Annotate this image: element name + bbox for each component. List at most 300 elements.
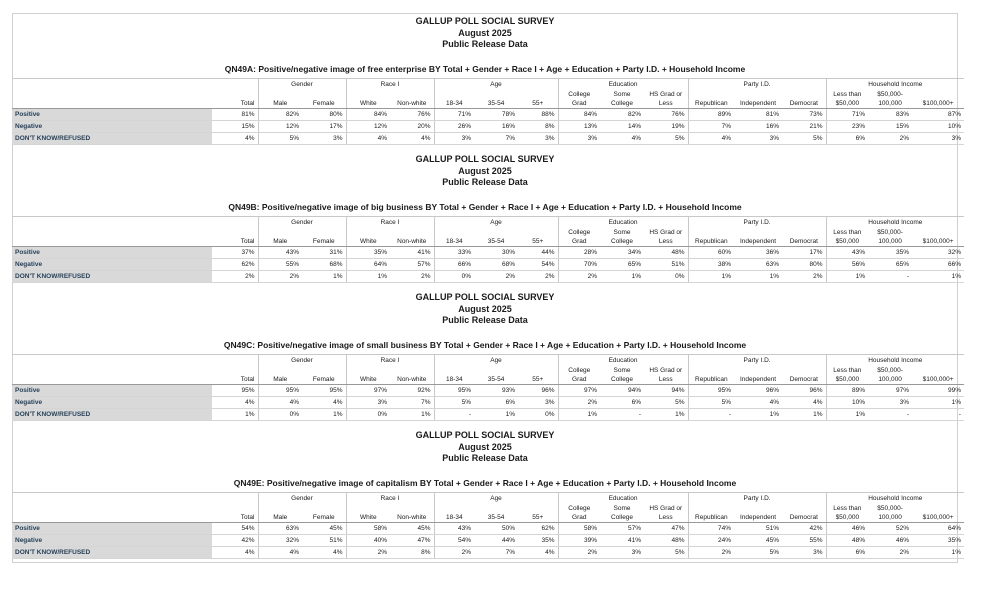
table-cell: 3% xyxy=(912,133,964,145)
crosstab-table xyxy=(12,216,964,283)
table-cell: 97% xyxy=(868,385,912,397)
column-header-top xyxy=(390,366,434,375)
column-header-top xyxy=(434,228,474,237)
column-header-top xyxy=(346,90,390,99)
table-cell: 2% xyxy=(258,271,302,283)
column-header: Female xyxy=(302,375,346,385)
column-header-top xyxy=(302,366,346,375)
table-cell: 0% xyxy=(434,271,474,283)
column-header-top: College xyxy=(558,90,600,99)
report-header-line1: GALLUP POLL SOCIAL SURVEY xyxy=(415,430,555,440)
column-header-top: College xyxy=(558,504,600,513)
table-cell: 1% xyxy=(302,271,346,283)
column-header: 35-54 xyxy=(474,99,518,109)
table-cell: 36% xyxy=(734,247,782,259)
table-cell: 2% xyxy=(434,547,474,559)
table-cell: 3% xyxy=(600,547,644,559)
column-header: Male xyxy=(258,99,302,109)
table-cell: 1% xyxy=(212,409,258,421)
column-header: 18-34 xyxy=(434,513,474,523)
table-cell: 44% xyxy=(474,535,518,547)
table-cell: 7% xyxy=(688,121,734,133)
table-cell: 84% xyxy=(346,109,390,121)
column-header: 18-34 xyxy=(434,99,474,109)
table-cell: 80% xyxy=(302,109,346,121)
column-group-header: Education xyxy=(558,79,688,91)
table-row xyxy=(12,259,964,271)
column-header: Republican xyxy=(688,99,734,109)
column-group-header: Education xyxy=(558,493,688,505)
table-row xyxy=(12,535,964,547)
table-cell: 6% xyxy=(600,397,644,409)
column-header: Total xyxy=(212,513,258,523)
column-group-header: Age xyxy=(434,355,558,367)
table-cell: 43% xyxy=(826,247,868,259)
column-header: $50,000 xyxy=(826,237,868,247)
column-header: Non-white xyxy=(390,237,434,247)
column-header: 55+ xyxy=(518,375,558,385)
table-cell: 84% xyxy=(558,109,600,121)
column-header-top xyxy=(258,228,302,237)
column-group-header: Party I.D. xyxy=(688,79,826,91)
column-header-top xyxy=(302,90,346,99)
table-cell: 15% xyxy=(868,121,912,133)
table-cell: 48% xyxy=(644,535,688,547)
table-cell: 96% xyxy=(734,385,782,397)
column-header: Democrat xyxy=(782,99,826,109)
column-header: 100,000 xyxy=(868,99,912,109)
table-cell: 5% xyxy=(688,397,734,409)
column-header: 100,000 xyxy=(868,237,912,247)
column-header: $100,000+ xyxy=(912,237,964,247)
table-cell: 57% xyxy=(600,523,644,535)
table-cell: 1% xyxy=(558,409,600,421)
table-cell: 94% xyxy=(644,385,688,397)
column-header: Non-white xyxy=(390,513,434,523)
table-cell: 52% xyxy=(868,523,912,535)
table-cell: 94% xyxy=(600,385,644,397)
column-header-top xyxy=(258,366,302,375)
table-cell: 83% xyxy=(868,109,912,121)
table-cell: 1% xyxy=(912,547,964,559)
column-header-top xyxy=(258,90,302,99)
table-cell: 89% xyxy=(688,109,734,121)
column-header-top xyxy=(734,90,782,99)
column-header: Grad xyxy=(558,99,600,109)
table-cell: 81% xyxy=(734,109,782,121)
table-cell: 2% xyxy=(212,271,258,283)
column-header: Male xyxy=(258,513,302,523)
table-cell: 47% xyxy=(644,523,688,535)
column-header-top: $50,000- xyxy=(877,366,903,374)
table-cell: 88% xyxy=(518,109,558,121)
column-header-top xyxy=(782,504,826,513)
table-cell: 10% xyxy=(912,121,964,133)
table-cell: 2% xyxy=(558,271,600,283)
table-cell: 3% xyxy=(434,133,474,145)
column-header: Total xyxy=(212,99,258,109)
table-row xyxy=(12,385,964,397)
table-cell: 99% xyxy=(912,385,964,397)
column-header-top xyxy=(912,504,964,513)
table-cell: 5% xyxy=(258,133,302,145)
column-header-top: $50,000- xyxy=(877,228,903,236)
column-header: Independent xyxy=(734,513,782,523)
table-cell: 63% xyxy=(258,523,302,535)
table-cell: 4% xyxy=(258,547,302,559)
column-header: Grad xyxy=(558,513,600,523)
table-cell: 3% xyxy=(558,133,600,145)
column-header: 100,000 xyxy=(868,513,912,523)
row-label: Negative xyxy=(12,535,212,547)
column-group-header: Gender xyxy=(258,79,346,91)
column-header: $50,000 xyxy=(826,513,868,523)
column-header-top xyxy=(434,90,474,99)
table-cell: 4% xyxy=(782,397,826,409)
table-cell: 1% xyxy=(644,409,688,421)
column-header: Republican xyxy=(688,237,734,247)
row-label: DON'T KNOW/REFUSED xyxy=(12,547,212,559)
column-header-top: Some xyxy=(613,90,631,98)
column-header-top xyxy=(390,504,434,513)
table-cell: 60% xyxy=(688,247,734,259)
column-header: Total xyxy=(212,237,258,247)
row-label: Positive xyxy=(12,109,212,121)
table-cell: 71% xyxy=(434,109,474,121)
table-cell: 6% xyxy=(826,133,868,145)
table-cell: 42% xyxy=(782,523,826,535)
table-cell: 48% xyxy=(826,535,868,547)
column-header-top xyxy=(346,228,390,237)
question-title: QN49A: Positive/negative image of free enterprise BY Total + Gender + Race I + Age + Education + Party I.D. + Household Income xyxy=(224,64,746,74)
table-row xyxy=(12,121,964,133)
column-header: White xyxy=(346,237,390,247)
table-cell: 4% xyxy=(688,133,734,145)
table-cell: 2% xyxy=(868,133,912,145)
column-header-top xyxy=(346,366,390,375)
table-cell: 3% xyxy=(782,547,826,559)
table-cell: 12% xyxy=(346,121,390,133)
table-cell: 30% xyxy=(474,247,518,259)
crosstab-block xyxy=(12,151,962,288)
table-cell: 12% xyxy=(258,121,302,133)
table-cell: 82% xyxy=(258,109,302,121)
question-title: QN49C: Positive/negative image of small business BY Total + Gender + Race I + Age + Education + Party I.D. + Household Income xyxy=(223,340,747,350)
column-header-top xyxy=(734,228,782,237)
table-cell: 21% xyxy=(782,121,826,133)
column-header: Total xyxy=(212,375,258,385)
table-cell: 41% xyxy=(390,247,434,259)
column-group-header: Party I.D. xyxy=(688,493,826,505)
table-cell: 64% xyxy=(912,523,964,535)
table-cell: 24% xyxy=(688,535,734,547)
table-cell: 35% xyxy=(912,535,964,547)
table-cell: 1% xyxy=(912,271,964,283)
column-header: Male xyxy=(258,375,302,385)
column-header-top: Some xyxy=(613,504,631,512)
column-header-top xyxy=(518,504,558,513)
table-row xyxy=(12,523,964,535)
report-header-line1: GALLUP POLL SOCIAL SURVEY xyxy=(415,292,555,302)
column-header: Democrat xyxy=(782,237,826,247)
report-header-line3: Public Release Data xyxy=(442,177,528,187)
table-cell: 35% xyxy=(518,535,558,547)
table-cell: 50% xyxy=(474,523,518,535)
table-cell: 1% xyxy=(474,409,518,421)
table-cell: 76% xyxy=(390,109,434,121)
table-cell: 58% xyxy=(346,523,390,535)
column-header-top xyxy=(518,228,558,237)
column-header-top xyxy=(212,228,258,237)
column-header: Grad xyxy=(558,375,600,385)
column-group-header: Party I.D. xyxy=(688,355,826,367)
column-group-header: Age xyxy=(434,79,558,91)
table-cell: 51% xyxy=(644,259,688,271)
table-cell: 2% xyxy=(390,271,434,283)
table-cell: 95% xyxy=(258,385,302,397)
column-group-header: Age xyxy=(434,493,558,505)
column-header: Independent xyxy=(734,375,782,385)
column-header: Grad xyxy=(558,237,600,247)
table-cell: 4% xyxy=(212,397,258,409)
table-row xyxy=(12,271,964,283)
column-header: Republican xyxy=(688,513,734,523)
table-cell: 54% xyxy=(434,535,474,547)
table-row xyxy=(12,247,964,259)
table-cell: 92% xyxy=(390,385,434,397)
column-header-top xyxy=(688,90,734,99)
table-cell: 32% xyxy=(912,247,964,259)
column-header-top xyxy=(912,228,964,237)
column-header: Less xyxy=(644,513,688,523)
row-label: Positive xyxy=(12,247,212,259)
table-cell: 48% xyxy=(644,247,688,259)
column-header: Female xyxy=(302,99,346,109)
table-cell: 0% xyxy=(346,409,390,421)
column-header: $100,000+ xyxy=(912,513,964,523)
table-cell: 45% xyxy=(734,535,782,547)
table-cell: 1% xyxy=(302,409,346,421)
table-cell: 4% xyxy=(518,547,558,559)
table-row xyxy=(12,409,964,421)
column-group-header: Gender xyxy=(258,355,346,367)
column-header: Female xyxy=(302,237,346,247)
table-cell: 5% xyxy=(782,133,826,145)
column-header: Less xyxy=(644,237,688,247)
column-header-top xyxy=(434,366,474,375)
table-cell: 95% xyxy=(212,385,258,397)
column-header-top xyxy=(734,366,782,375)
table-cell: 7% xyxy=(474,547,518,559)
table-cell: 5% xyxy=(434,397,474,409)
table-cell: 5% xyxy=(734,547,782,559)
table-cell: 1% xyxy=(826,409,868,421)
column-header: College xyxy=(600,375,644,385)
column-group-header: Household Income xyxy=(826,79,964,91)
column-header-top xyxy=(474,504,518,513)
table-cell: 8% xyxy=(518,121,558,133)
table-row xyxy=(12,133,964,145)
table-cell: 80% xyxy=(782,259,826,271)
column-group-header: Race I xyxy=(346,355,434,367)
column-header: $50,000 xyxy=(826,375,868,385)
table-cell: - xyxy=(434,409,474,421)
table-cell: 23% xyxy=(826,121,868,133)
table-cell: 41% xyxy=(600,535,644,547)
table-cell: 96% xyxy=(518,385,558,397)
table-cell: 3% xyxy=(346,397,390,409)
table-cell: 3% xyxy=(734,133,782,145)
column-header-top xyxy=(390,228,434,237)
table-cell: 56% xyxy=(826,259,868,271)
column-header-top xyxy=(434,504,474,513)
table-cell: 35% xyxy=(346,247,390,259)
table-cell: 2% xyxy=(688,547,734,559)
table-cell: 7% xyxy=(474,133,518,145)
table-cell: 55% xyxy=(258,259,302,271)
report-header-line1: GALLUP POLL SOCIAL SURVEY xyxy=(415,154,555,164)
column-header-top xyxy=(782,366,826,375)
crosstab-block xyxy=(12,289,962,426)
table-cell: 57% xyxy=(390,259,434,271)
column-header: Non-white xyxy=(390,99,434,109)
table-cell: 63% xyxy=(734,259,782,271)
table-cell: 5% xyxy=(644,397,688,409)
table-cell: 3% xyxy=(302,133,346,145)
table-cell: 2% xyxy=(558,397,600,409)
column-header-top xyxy=(734,504,782,513)
report-header-line2: August 2025 xyxy=(458,27,512,38)
table-cell: 32% xyxy=(258,535,302,547)
row-label: DON'T KNOW/REFUSED xyxy=(12,271,212,283)
table-cell: 97% xyxy=(558,385,600,397)
table-cell: 51% xyxy=(302,535,346,547)
table-cell: 51% xyxy=(734,523,782,535)
column-header: Less xyxy=(644,99,688,109)
column-header-top xyxy=(346,504,390,513)
column-header-top xyxy=(518,366,558,375)
column-header-top: College xyxy=(558,366,600,375)
table-cell: 0% xyxy=(258,409,302,421)
column-header: Republican xyxy=(688,375,734,385)
table-cell: 97% xyxy=(346,385,390,397)
table-cell: 5% xyxy=(644,547,688,559)
table-cell: 4% xyxy=(600,133,644,145)
column-header: Independent xyxy=(734,237,782,247)
table-cell: 58% xyxy=(558,523,600,535)
column-header-top xyxy=(688,504,734,513)
table-cell: 39% xyxy=(558,535,600,547)
table-cell: 54% xyxy=(518,259,558,271)
row-label: Negative xyxy=(12,121,212,133)
table-cell: 45% xyxy=(390,523,434,535)
table-cell: 2% xyxy=(558,547,600,559)
report-header-line3: Public Release Data xyxy=(442,453,528,463)
table-cell: 3% xyxy=(518,397,558,409)
table-cell: 4% xyxy=(390,133,434,145)
question-title: QN49B: Positive/negative image of big business BY Total + Gender + Race I + Age + Education + Party I.D. + Household Income xyxy=(228,202,742,212)
column-header-top xyxy=(912,366,964,375)
table-cell: 71% xyxy=(826,109,868,121)
column-header: College xyxy=(600,237,644,247)
table-cell: 3% xyxy=(518,133,558,145)
table-cell: 96% xyxy=(782,385,826,397)
column-header-top xyxy=(518,90,558,99)
column-header-top: HS Grad or xyxy=(649,504,683,512)
table-cell: 33% xyxy=(434,247,474,259)
table-cell: - xyxy=(868,409,912,421)
row-label: Negative xyxy=(12,397,212,409)
row-label: DON'T KNOW/REFUSED xyxy=(12,409,212,421)
table-cell: 54% xyxy=(212,523,258,535)
table-cell: 1% xyxy=(912,397,964,409)
column-group-header: Gender xyxy=(258,217,346,229)
table-cell: 46% xyxy=(868,535,912,547)
column-header: Democrat xyxy=(782,375,826,385)
table-cell: 78% xyxy=(474,109,518,121)
column-group-header: Race I xyxy=(346,493,434,505)
table-cell: 43% xyxy=(258,247,302,259)
column-header-top xyxy=(212,504,258,513)
table-cell: 81% xyxy=(212,109,258,121)
table-cell: 95% xyxy=(302,385,346,397)
column-header: Female xyxy=(302,513,346,523)
table-cell: 17% xyxy=(782,247,826,259)
column-header-top xyxy=(258,504,302,513)
table-cell: - xyxy=(868,271,912,283)
crosstab-table xyxy=(12,78,964,145)
column-header-top xyxy=(688,366,734,375)
column-group-header: Race I xyxy=(346,79,434,91)
table-cell: 76% xyxy=(644,109,688,121)
column-header: White xyxy=(346,513,390,523)
column-header-top: $50,000- xyxy=(877,90,903,98)
column-header: White xyxy=(346,99,390,109)
table-cell: 95% xyxy=(434,385,474,397)
column-header-top xyxy=(302,228,346,237)
table-cell: 13% xyxy=(558,121,600,133)
column-group-header: Household Income xyxy=(826,493,964,505)
table-cell: 68% xyxy=(474,259,518,271)
table-cell: 40% xyxy=(346,535,390,547)
table-cell: 70% xyxy=(558,259,600,271)
table-cell: 1% xyxy=(600,271,644,283)
table-cell: 46% xyxy=(826,523,868,535)
column-header-top xyxy=(302,504,346,513)
table-cell: 16% xyxy=(734,121,782,133)
table-cell: 82% xyxy=(600,109,644,121)
question-title: QN49E: Positive/negative image of capitalism BY Total + Gender + Race I + Age + Education + Party I.D. + Household Income xyxy=(233,478,737,488)
column-header-top: Some xyxy=(613,228,631,236)
table-cell: 89% xyxy=(826,385,868,397)
column-header-top xyxy=(474,90,518,99)
table-cell: 66% xyxy=(434,259,474,271)
column-header: Non-white xyxy=(390,375,434,385)
column-header: Democrat xyxy=(782,513,826,523)
table-cell: 16% xyxy=(474,121,518,133)
table-cell: 65% xyxy=(868,259,912,271)
table-cell: 5% xyxy=(644,133,688,145)
table-cell: 10% xyxy=(826,397,868,409)
column-header-top xyxy=(212,366,258,375)
table-row xyxy=(12,109,964,121)
column-header-top xyxy=(688,228,734,237)
column-header-top: HS Grad or xyxy=(649,90,683,98)
crosstab-table xyxy=(12,492,964,559)
table-cell: 95% xyxy=(688,385,734,397)
report-header-line1: GALLUP POLL SOCIAL SURVEY xyxy=(415,16,555,26)
table-cell: 4% xyxy=(212,133,258,145)
